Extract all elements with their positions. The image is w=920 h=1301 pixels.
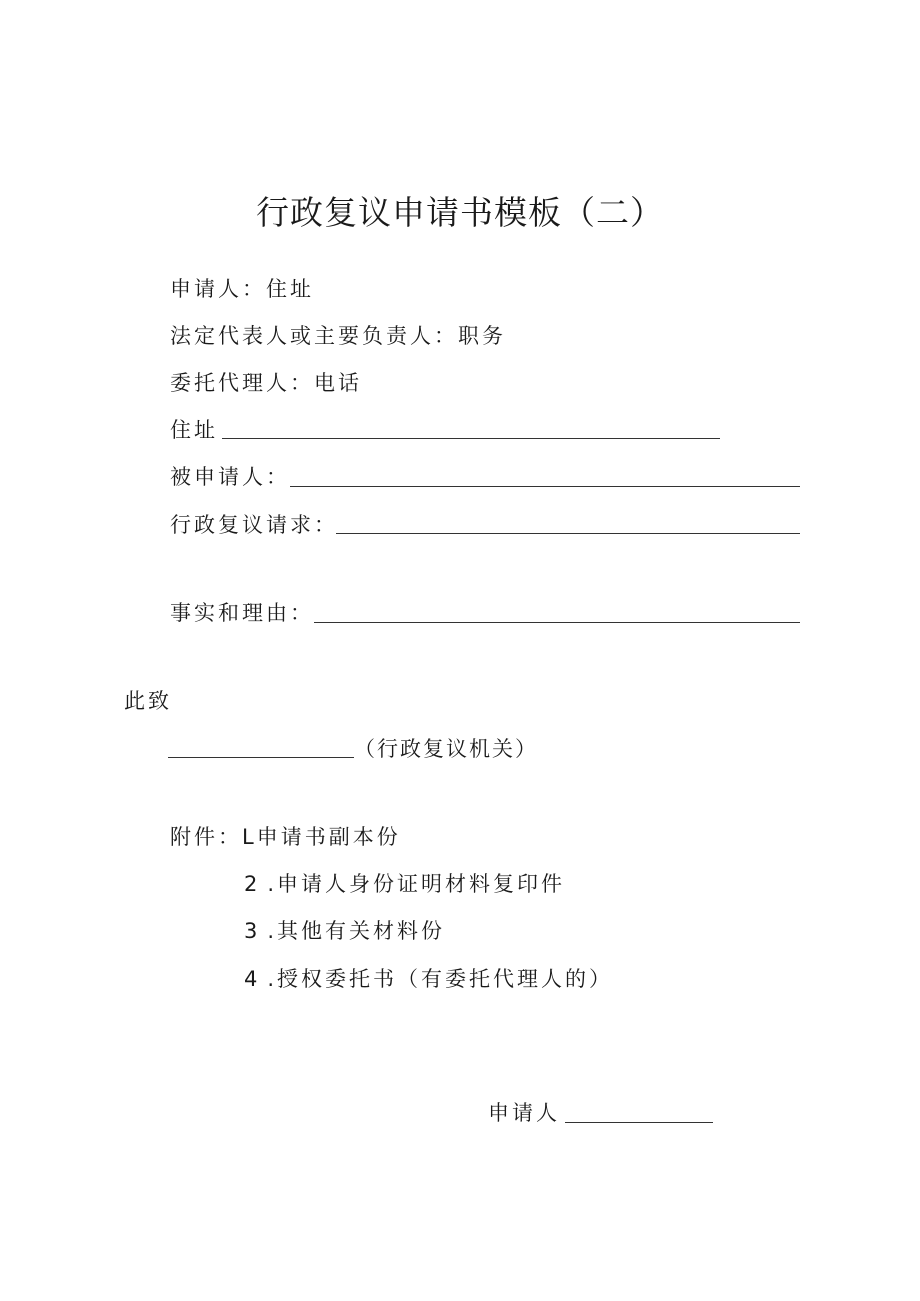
attachment-item xyxy=(244,916,445,946)
authority-label: （行政复议机关） xyxy=(354,737,538,761)
legal-representative-label: 法定代表人或主要负责人：职务 xyxy=(170,324,506,348)
attachment-number: 4 xyxy=(244,967,258,991)
signature-label: 申请人 xyxy=(488,1101,560,1125)
attachment-text: .其他有关材料份 xyxy=(267,919,446,943)
authority-blank-line[interactable] xyxy=(168,757,354,758)
respondent-label: 被申请人： xyxy=(170,465,290,489)
attachment-text: .申请人身份证明材料复印件 xyxy=(267,872,566,896)
attachment-number: 3 xyxy=(244,919,258,943)
request-label: 行政复议请求： xyxy=(170,513,338,537)
attachment-item xyxy=(244,964,613,994)
attachment-item xyxy=(244,869,565,899)
attachment-text: .授权委托书（有委托代理人的） xyxy=(267,967,614,991)
page-title: 行政复议申请书模板（二） xyxy=(256,193,664,232)
respondent-blank-line[interactable] xyxy=(290,486,800,487)
signature-blank-line[interactable] xyxy=(565,1122,713,1123)
agent-phone-label: 委托代理人：电话 xyxy=(170,371,362,395)
attachments-label: 附件：L申请书副本份 xyxy=(170,825,401,849)
address-blank-line[interactable] xyxy=(222,438,720,439)
applicant-address-label: 申请人：住址 xyxy=(170,277,314,301)
facts-reasons-label: 事实和理由： xyxy=(170,601,314,625)
facts-blank-line[interactable] xyxy=(314,622,800,623)
address-label: 住址 xyxy=(170,418,218,442)
attachment-number: 2 xyxy=(244,872,258,896)
request-blank-line[interactable] xyxy=(336,533,800,534)
salutation: 此致 xyxy=(124,689,172,713)
